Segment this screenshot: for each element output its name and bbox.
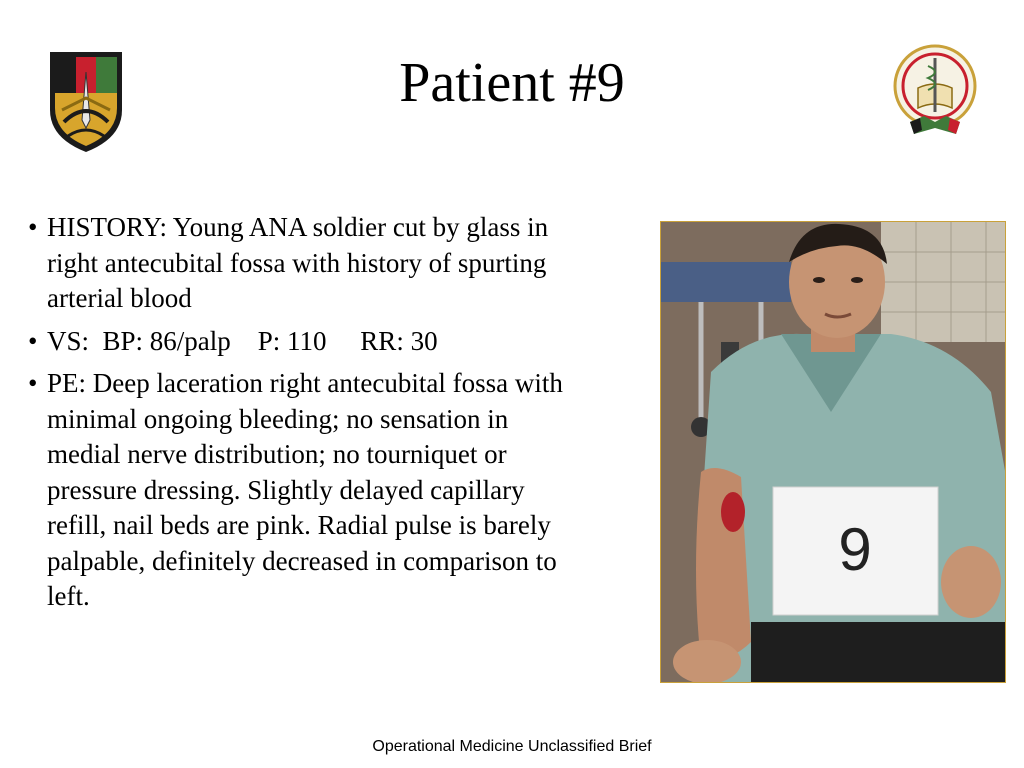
bullet-list [28, 210, 588, 622]
bullet-physical-exam: • PE: Deep laceration right antecubital fossa with minimal ongoing bleeding; no sensation in medial nerve distribution; no tourniquet or pressure dressing. Slightly delayed capillary refill, nail beds are pink. Radial pulse is barely palpable, definitely decreased in comparison to left. [28, 366, 588, 615]
photo-number-card: 9 [838, 516, 872, 583]
slide-title: Patient #9 [399, 52, 625, 114]
patient-photo [660, 221, 1006, 683]
footer-text: Operational Medicine Unclassified Brief [372, 738, 652, 755]
bullet-history: • HISTORY: Young ANA soldier cut by glass in right antecubital fossa with history of spurting arterial blood [28, 210, 588, 317]
bullet-vital-signs: • VS: BP: 86/palp P: 110 RR: 30 [28, 324, 588, 360]
medical-seal-logo [890, 42, 980, 146]
